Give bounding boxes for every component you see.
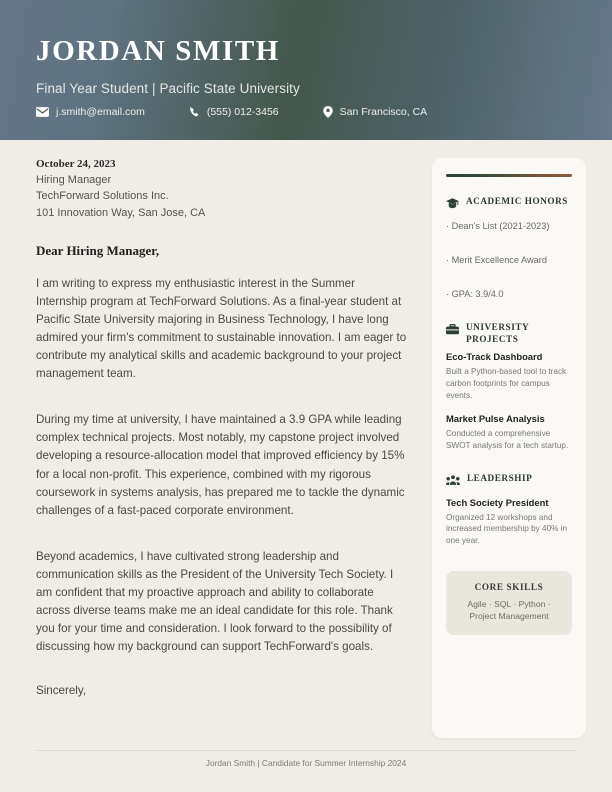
phone-icon [189, 106, 200, 118]
contact-email[interactable] [36, 106, 145, 118]
document-footer [0, 750, 612, 768]
sidebar-section-university-projects [446, 321, 572, 452]
project-2-desc: Conducted a comprehensive SWOT analysis for a tech startup. [446, 429, 569, 451]
contact-row [36, 106, 612, 118]
briefcase-icon [446, 322, 459, 340]
sidebar-accent-bar [446, 174, 572, 177]
contact-location-text: San Francisco, CA [339, 105, 428, 118]
sidebar-section-header [446, 472, 572, 491]
sidebar-section-title: LEADERSHIP [467, 472, 533, 483]
letter-paragraph-1: I am writing to express my enthusiastic interest in the Summer Internship program at TechForward Solutions. As a final-year student at Pacific State University majoring in Business Technology, I have long admired your firm's commitment to sustainable innovation. I am eager to contribute my analytical skills and academic background to your project management team. [36, 276, 407, 381]
letter-salutation: Dear Hiring Manager, [36, 242, 160, 258]
project-1-title: Eco-Track Dashboard [446, 351, 543, 363]
letter-date: October 24, 2023 [36, 158, 116, 170]
contact-phone[interactable] [189, 106, 279, 118]
recipient-company: TechForward Solutions Inc. [36, 190, 169, 203]
project-2-title: Market Pulse Analysis [446, 413, 545, 425]
letter-paragraph-2: During my time at university, I have maintained a 3.9 GPA while leading complex technical projects. Most notably, my capstone project involved developing a resource-allocation model that improved efficiency by 15% for a local non-profit. This experience, combined with my rigorous coursework in systems analysis, has prepared me to tackle the dynamic challenges of a fast-paced corporate environment. [36, 413, 405, 517]
core-skills-box [446, 571, 572, 635]
document-header [0, 0, 612, 140]
page-body [0, 140, 612, 738]
contact-phone-text: (555) 012-3456 [206, 105, 279, 118]
sidebar-section-header [446, 321, 572, 346]
footer-divider [36, 750, 576, 751]
leadership-role-title: Tech Society President [446, 496, 549, 508]
candidate-subtitle: Final Year Student | Pacific State University [36, 80, 300, 96]
honor-bullet-3: · GPA: 3.9/4.0 [446, 288, 504, 299]
sidebar-panel [432, 158, 586, 738]
sidebar-section-title: ACADEMIC HONORS [466, 196, 568, 206]
envelope-icon [36, 107, 49, 117]
project-1-desc: Built a Python-based tool to track carbon footprints for campus events. [446, 367, 567, 400]
sidebar-section-title: UNIVERSITY PROJECTS [466, 321, 529, 345]
sidebar-section-header [446, 195, 572, 214]
recipient-address: 101 Innovation Way, San Jose, CA [36, 206, 206, 219]
footer-text: Jordan Smith | Candidate for Summer Internship 2024 [205, 758, 407, 768]
sidebar-section-academic-honors [446, 195, 572, 301]
letter-paragraph-3: Beyond academics, I have cultivated strong leadership and communication skills as the President of the University Tech Society. I am confident that my proactive approach and ability to collaborate across diverse teams make me an ideal candidate for this role. Thank you for your time and consideration. I look forward to the possibility of discussing how my background can support TechForward's goals. [36, 549, 394, 654]
sidebar-section-leadership [446, 472, 572, 547]
recipient-name: Hiring Manager [36, 174, 112, 186]
leadership-role-desc: Organized 12 workshops and increased membership by 40% in one year. [446, 512, 568, 545]
honor-bullet-1: · Dean's List (2021-2023) [446, 221, 550, 231]
people-group-icon [446, 473, 460, 491]
candidate-name: JORDAN SMITH [36, 35, 280, 67]
honor-bullet-2: · Merit Excellence Award [446, 254, 547, 265]
location-pin-icon [323, 106, 333, 118]
core-skills-title: CORE SKILLS [474, 581, 544, 592]
core-skills-list: Agile · SQL · Python · Project Management [467, 598, 551, 622]
contact-location[interactable] [323, 106, 428, 118]
letter-signoff: Sincerely, [36, 684, 87, 698]
cover-letter [36, 158, 408, 697]
graduation-cap-icon [446, 196, 459, 214]
contact-email-text: j.smith@email.com [56, 105, 145, 118]
